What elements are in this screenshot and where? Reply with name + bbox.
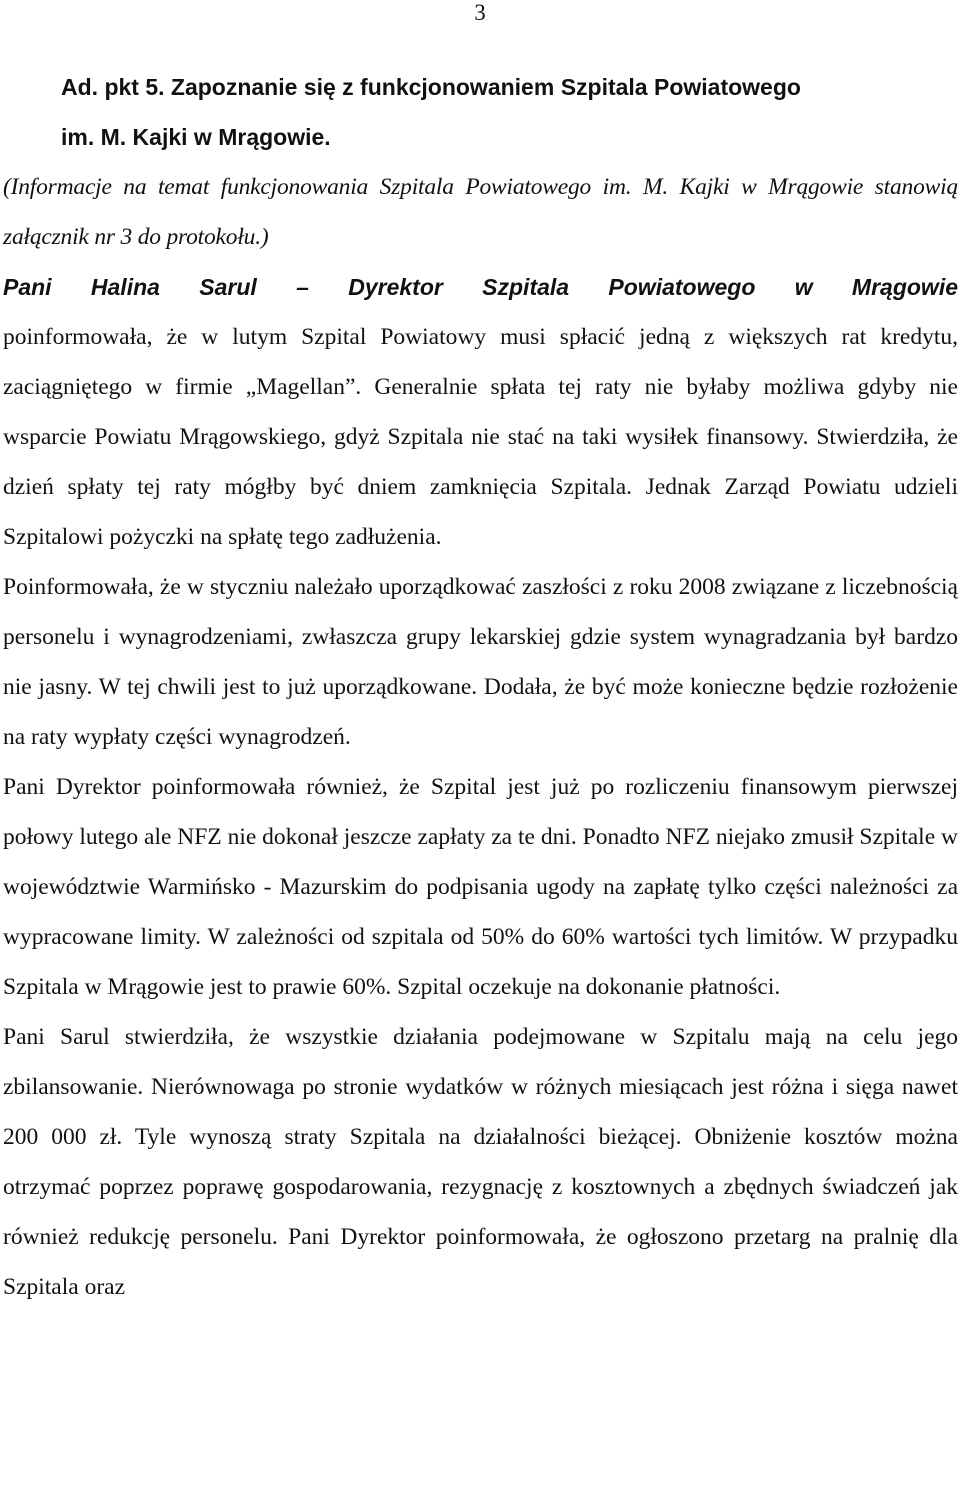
paragraph-3: Pani Dyrektor poinformowała również, że Szpital jest już po rozliczeniu finansowym pierwszej połowy lutego ale NFZ nie dokonał jeszcze zapłaty za te dni. Ponadto NFZ niejako zmusił Szpitale w województwie Warmińsko - Mazurskim do podpisania ugody na zapłatę tylko części należności za wypracowane limity. W zależności od szpitala od 50% do 60% wartości tych limitów. W przypadku Szpitala w Mrągowie jest to prawie 60%. Szpital oczekuje na dokonanie płatności. bbox=[3, 774, 958, 1000]
paragraph-4: Pani Sarul stwierdziła, że wszystkie działania podejmowane w Szpitalu mają na celu jego zbilansowanie. Nierównowaga po stronie wydatków w różnych miesiącach jest różna i sięga nawet 200 000 zł. Tyle wynoszą straty Szpitala na działalności bieżącej. Obniżenie kosztów można otrzymać poprzez poprawę gospodarowania, rezygnację z kosztownych a zbędnych świadczeń jak również redukcję personelu. Pani Dyrektor poinformowała, że ogłoszono przetarg na pralnię dla Szpitala oraz bbox=[3, 1024, 958, 1300]
speaker-line: Pani Halina Sarul – Dyrektor Szpitala Powiatowego w Mrągowie bbox=[3, 274, 958, 300]
paragraph-2: Poinformowała, że w styczniu należało uporządkować zaszłości z roku 2008 związane z liczebnością personelu i wynagrodzeniami, zwłaszcza grupy lekarskiej gdzie system wynagradzania był bardzo nie jasny. W tej chwili jest to już uporządkowane. Dodała, że być może konieczne będzie rozłożenie na raty wypłaty części wynagrodzeń. bbox=[3, 574, 958, 750]
page-number: 3 bbox=[474, 0, 486, 25]
agenda-item-heading bbox=[3, 62, 958, 162]
document-body bbox=[3, 62, 958, 1312]
paragraph-1: poinformowała, że w lutym Szpital Powiatowy musi spłacić jedną z większych rat kredytu, zaciągniętego w firmie „Magellan”. Generalnie spłata tej raty nie byłaby możliwa gdyby nie wsparcie Powiatu Mrągowskiego, gdyż Szpitala nie stać na taki wysiłek finansowy. Stwierdziła, że dzień spłaty tej raty mógłby być dniem zamknięcia Szpitala. Jednak Zarząd Powiatu udzieli Szpitalowi pożyczki na spłatę tego zadłużenia. bbox=[3, 324, 958, 550]
attachment-note: (Informacje na temat funkcjonowania Szpitala Powiatowego im. M. Kajki w Mrągowie stanowią załącznik nr 3 do protokołu.) bbox=[3, 174, 958, 250]
heading-line-1: Ad. pkt 5. Zapoznanie się z funkcjonowaniem Szpitala Powiatowego bbox=[61, 74, 801, 100]
heading-line-2: im. M. Kajki w Mrągowie. bbox=[61, 124, 331, 150]
